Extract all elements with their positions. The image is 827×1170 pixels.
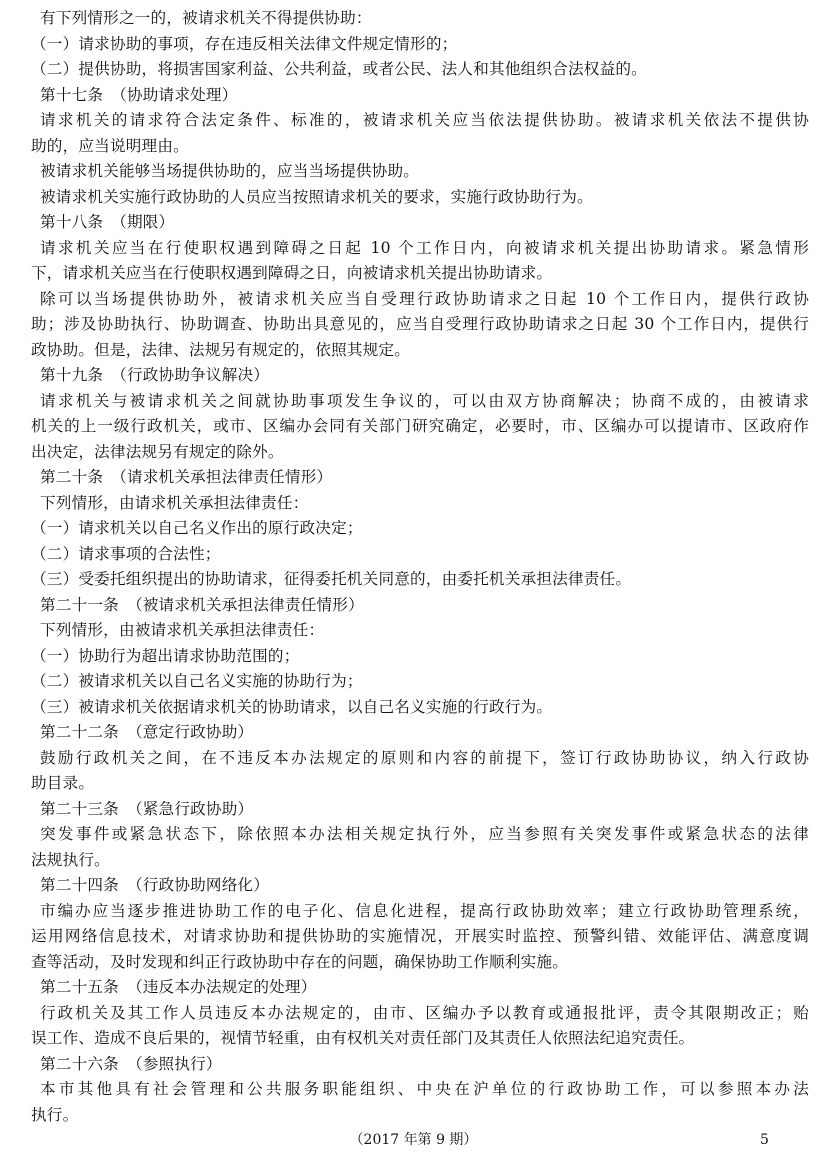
paragraph-line: 被请求机关能够当场提供协助的，应当当场提供协助。 xyxy=(40,162,420,180)
article-heading: 第二十六条 （参照执行） xyxy=(40,1054,222,1073)
list-item: （二）被请求机关以自己名义实施的协助行为； xyxy=(31,672,363,690)
page-number: 5 xyxy=(760,1132,769,1148)
paragraph-line: 请求机关应当在行使职权遇到障碍之日起 10 个工作日内，向被请求机关提出协助请求。紧急情形 xyxy=(40,238,809,257)
document-body xyxy=(31,6,809,1128)
article-heading: 第二十二条 （意定行政协助） xyxy=(40,723,254,741)
paragraph-line: 除可以当场提供协助外，被请求机关应当自受理行政协助请求之日起 10 个工作日内，提供行政协 xyxy=(40,289,809,308)
paragraph-line: 下，请求机关应当在行使职权遇到障碍之日，向被请求机关提出协助请求。 xyxy=(31,264,553,282)
list-item: （三）受委托组织提出的协助请求，征得委托机关同意的，由委托机关承担法律责任。 xyxy=(31,570,632,588)
issue-label: （2017 年第 9 期） xyxy=(349,1132,478,1148)
paragraph-line: 机关的上一级行政机关，或市、区编办会同有关部门研究确定，必要时，市、区编办可以提请市、区政府作 xyxy=(31,417,809,435)
list-item: （一）协助行为超出请求协助范围的； xyxy=(31,646,300,665)
paragraph-line: 下列情形，由被请求机关承担法律责任： xyxy=(40,621,325,639)
paragraph-line: 助目录。 xyxy=(31,774,95,792)
article-heading: 第十八条 （期限） xyxy=(40,213,175,231)
paragraph-line: 法规执行。 xyxy=(31,850,110,869)
list-item: （二）请求事项的合法性； xyxy=(31,544,221,563)
article-heading: 第二十条 （请求机关承担法律责任情形） xyxy=(40,468,333,486)
article-heading: 第二十五条 （违反本办法规定的处理） xyxy=(40,978,317,996)
paragraph-line: 行政机关及其工作人员违反本办法规定的，由市、区编办予以教育或通报批评，责令其限期改正；贻 xyxy=(40,1003,809,1022)
paragraph-line: 出决定，法律法规另有规定的除外。 xyxy=(31,442,284,461)
paragraph-line: 本市其他具有社会管理和公共服务职能组织、中央在沪单位的行政协助工作，可以参照本办法 xyxy=(40,1080,809,1098)
paragraph-line: 被请求机关实施行政协助的人员应当按照请求机关的要求，实施行政协助行为。 xyxy=(40,187,593,206)
article-heading: 第二十一条 （被请求机关承担法律责任情形） xyxy=(40,595,364,614)
paragraph-line: 请求机关与被请求机关之间就协助事项发生争议的，可以由双方协商解决；协商不成的，由被请求 xyxy=(40,391,809,410)
paragraph-line: 政协助。但是，法律、法规另有规定的，依照其规定。 xyxy=(31,340,411,359)
paragraph-line: 助的，应当说明理由。 xyxy=(31,136,189,155)
paragraph-line: 助；涉及协助执行、协助调查、协助出具意见的，应当自受理行政协助请求之日起 30 个工作日内，提供行 xyxy=(31,315,809,333)
paragraph-line: 查等活动，及时发现和纠正行政协助中存在的问题，确保协助工作顺利实施。 xyxy=(31,952,568,971)
paragraph-line: 鼓励行政机关之间，在不违反本办法规定的原则和内容的前提下，签订行政协助协议，纳入行政协 xyxy=(40,748,809,767)
article-heading: 第二十四条 （行政协助网络化） xyxy=(40,876,270,894)
list-item: （一）请求机关以自己名义作出的原行政决定； xyxy=(31,519,363,537)
article-heading: 第十七条 （协助请求处理） xyxy=(40,85,238,104)
article-heading: 第二十三条 （紧急行政协助） xyxy=(40,799,254,818)
paragraph-line: 执行。 xyxy=(31,1105,79,1124)
paragraph-line: 市编办应当逐步推进协助工作的电子化、信息化进程，提高行政协助效率；建立行政协助管理系统， xyxy=(40,901,809,920)
paragraph-line: 下列情形，由请求机关承担法律责任： xyxy=(40,493,309,512)
list-item: （一）请求协助的事项，存在违反相关法律文件规定情形的； xyxy=(31,34,458,53)
article-heading: 第十九条 （行政协助争议解决） xyxy=(40,366,270,384)
paragraph-line: 运用网络信息技术，对请求协助和提供协助的实施情况，开展实时监控、预警纠错、效能评估、满意度调 xyxy=(31,927,809,945)
paragraph-line: 请求机关的请求符合法定条件、标准的，被请求机关应当依法提供协助。被请求机关依法不提供协 xyxy=(40,111,809,129)
paragraph-line: 突发事件或紧急状态下，除依照本办法相关规定执行外，应当参照有关突发事件或紧急状态的法律 xyxy=(40,825,809,843)
paragraph-line: 误工作、造成不良后果的，视情节轻重，由有权机关对责任部门及其责任人依照法纪追究责任。 xyxy=(31,1029,695,1047)
list-item: （三）被请求机关依据请求机关的协助请求，以自己名义实施的行政行为。 xyxy=(31,697,553,716)
paragraph-line: 有下列情形之一的，被请求机关不得提供协助： xyxy=(40,9,372,27)
list-item: （二）提供协助，将损害国家利益、公共利益，或者公民、法人和其他组织合法权益的。 xyxy=(31,60,647,78)
